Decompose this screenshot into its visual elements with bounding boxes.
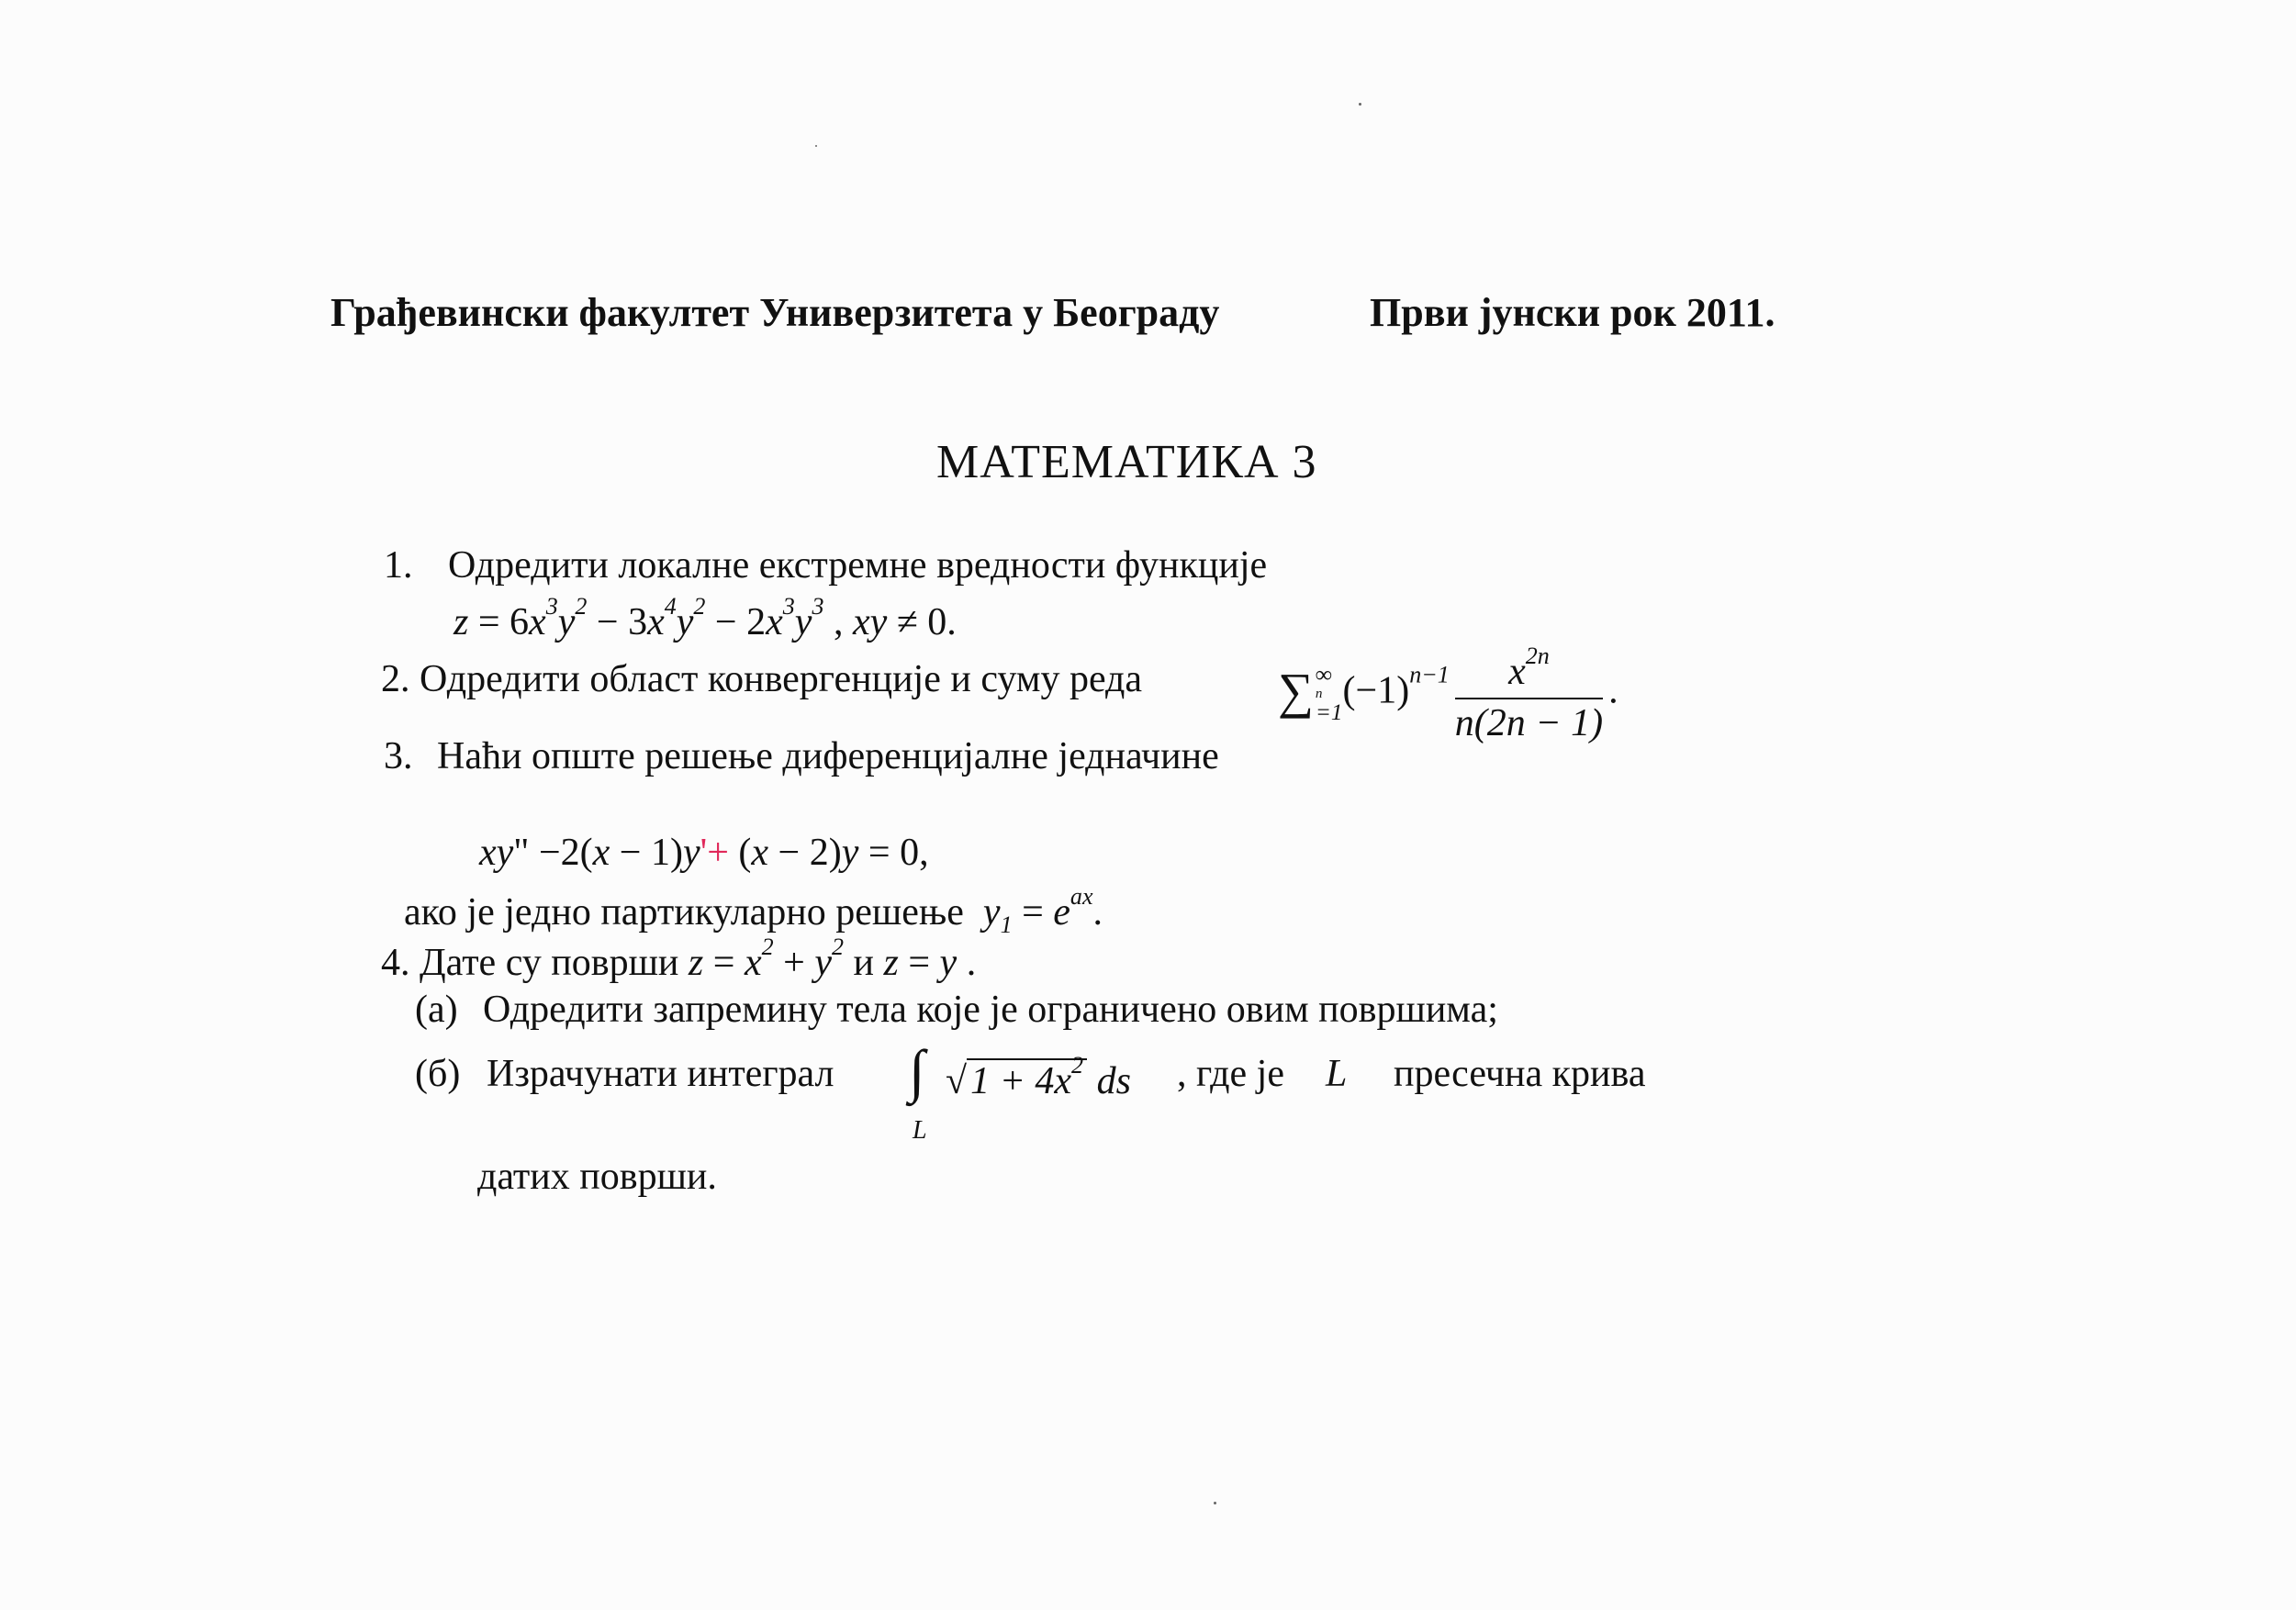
problem-3-equation: xy" −2(x − 1)y'+ (x − 2)y = 0, [479, 832, 929, 874]
problem-4b-end: датих површи. [477, 1156, 717, 1198]
integral-sign: ∫ [909, 1038, 925, 1103]
problem-1-number: 1. [384, 544, 413, 587]
curve-symbol: L [1326, 1053, 1348, 1095]
problem-3-text: Наћи опште решење диференцијалне једначине [437, 735, 1219, 777]
problem-3-condition: ако је једно партикуларно решење $y_1 = e^{ax}$. [404, 883, 1103, 939]
exam-term: Први јунски рок 2011. [1370, 290, 1775, 335]
scan-speck [1359, 103, 1361, 106]
scan-speck [815, 145, 817, 147]
page-title: МАТЕМАТИКА 3 [936, 436, 1317, 488]
problem-4b-text: Израчунати интеграл [487, 1053, 834, 1095]
problem-4b-curve: пресечна крива [1394, 1053, 1646, 1095]
problem-1-text: Одредити локалне екстремне вредности функције [448, 544, 1268, 587]
problem-4-text: 4. Дате су површи $z = x^2 + y^2$ и z = y . [381, 934, 977, 985]
problem-4b-integrand: $√1 + 4x^2$ ds [946, 1052, 1131, 1103]
problem-3-number: 3. [384, 735, 413, 777]
problem-1-formula: $z = 6x^3y^2 - 3x^4y^2 - 2x^3y^3$ , xy ≠ 0. [454, 593, 957, 644]
problem-2-series: ∑ ∞ n =1 $(-1)^{n-1}$ $\frac{x^{2n}}{n(2n - 1)}$ . [1278, 643, 1618, 745]
scan-speck [1214, 1502, 1216, 1504]
integral-subscript: L [913, 1116, 927, 1145]
problem-4b-where: , где је [1177, 1053, 1284, 1095]
problem-4b-label: (б) [415, 1053, 461, 1095]
problem-2-text: 2. Одредити област конвергенције и суму реда [381, 658, 1143, 700]
institution-name: Грађевински факултет Универзитета у Београду [330, 290, 1220, 335]
problem-4a-label: (а) [415, 989, 458, 1031]
problem-4a-text: Одредити запремину тела које је ограничено овим површима; [483, 989, 1498, 1031]
